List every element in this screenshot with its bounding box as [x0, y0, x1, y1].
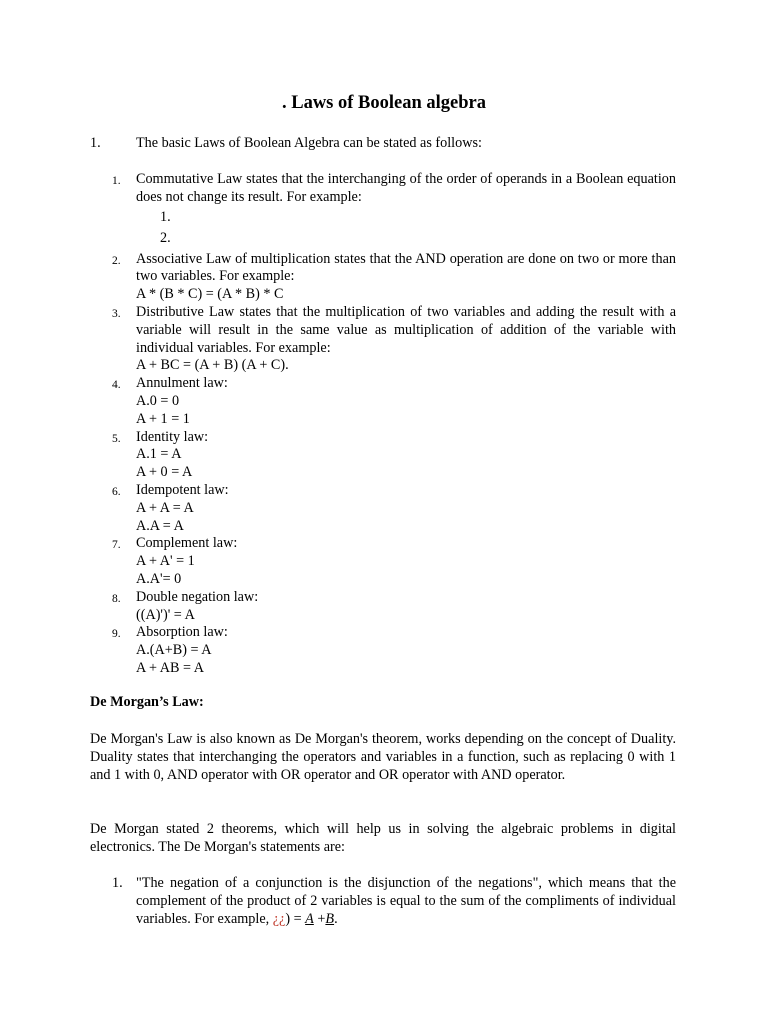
theorem-invalid-chars: ¿¿ — [272, 910, 286, 927]
page-title: . Laws of Boolean algebra — [281, 93, 486, 113]
sub-item — [136, 207, 680, 228]
law-equation: A + AB = A — [136, 659, 205, 676]
law-number: 3. — [112, 307, 121, 320]
sub-item-number: 2. — [160, 229, 171, 246]
intro-number: 1. — [90, 135, 101, 151]
law-number: 9. — [112, 628, 121, 641]
law-text: Absorption law: — [136, 624, 228, 641]
law-item — [90, 251, 680, 304]
law-equation: A + A' = 1 — [136, 553, 195, 570]
law-text: Idempotent law: — [136, 481, 229, 498]
law-text: Commutative Law states that the interchanging of the order of operands in a Boolean equation does not change its result. For example: — [136, 171, 676, 205]
law-item — [90, 375, 680, 428]
theorem-body: "The negation of a conjunction is the disjunction of the negations", which means that the complement of the product of 2 variables is equal to the sum of the compliments of individual variables. For example, — [136, 875, 676, 927]
law-equation: A.A'= 0 — [136, 570, 182, 587]
law-text: Associative Law of multiplication states that the AND operation are done on two or more than two variables. For example: — [136, 250, 676, 285]
theorem-item — [90, 875, 676, 928]
law-equation: A + 0 = A — [136, 464, 193, 481]
law-text: Complement law: — [136, 535, 238, 552]
law-number: 1. — [112, 175, 121, 187]
demorgan-paragraph-1: De Morgan's Law is also known as De Morgan's theorem, works depending on the concept of Duality. Duality states that interchanging the operators and variables in a function, such as replacing 0 with 1 and 1 with 0, AND operator with OR operator and OR operator with AND operator. — [90, 731, 676, 783]
law-item — [90, 304, 680, 375]
theorem-mid: ) = — [285, 910, 306, 927]
law-number: 8. — [112, 592, 121, 605]
law-text: Double negation law: — [136, 588, 259, 605]
theorem-number: 1. — [112, 875, 123, 891]
theorem-var-b: B — [325, 910, 335, 927]
law-item — [90, 482, 680, 535]
law-item — [90, 429, 680, 482]
law-item — [90, 589, 680, 625]
intro-text: The basic Laws of Boolean Algebra can be stated as follows: — [136, 135, 482, 151]
law-item — [90, 624, 680, 677]
law-text: Annulment law: — [136, 375, 228, 392]
sub-item — [136, 228, 680, 249]
theorem-var-a: A — [305, 910, 314, 927]
law-equation: A.A = A — [136, 517, 184, 534]
theorem-text — [136, 875, 676, 928]
law-equation: A + 1 = 1 — [136, 410, 190, 427]
sub-item-number: 1. — [160, 208, 171, 225]
laws-list — [90, 171, 680, 678]
law-number: 6. — [112, 485, 121, 498]
theorem-end: . — [334, 910, 338, 927]
demorgan-paragraph-2: De Morgan stated 2 theorems, which will help us in solving the algebraic problems in digital electronics. The De Morgan's statements are: — [90, 821, 676, 855]
law-number: 7. — [112, 539, 121, 552]
theorem-plus: + — [313, 910, 326, 927]
law-text: Identity law: — [136, 428, 209, 445]
law-number: 5. — [112, 432, 121, 445]
law-item — [90, 171, 680, 249]
law-equation: A * (B * C) = (A * B) * C — [136, 286, 284, 303]
law-item — [90, 535, 680, 588]
law-equation: ((A)')' = A — [136, 606, 195, 623]
law-equation: A + A = A — [136, 499, 194, 516]
law-equation: A + BC = (A + B) (A + C). — [136, 357, 289, 374]
law-text: Distributive Law states that the multiplication of two variables and adding the result with a variable will result in the same value as multiplication of addition of the variable with individual variables. For example: — [136, 303, 676, 356]
law-number: 2. — [112, 254, 121, 267]
demorgan-heading: De Morgan’s Law: — [90, 694, 204, 710]
law-equation: A.1 = A — [136, 446, 182, 463]
law-equation: A.(A+B) = A — [136, 642, 212, 659]
law-number: 4. — [112, 379, 121, 392]
law-equation: A.0 = 0 — [136, 392, 180, 409]
